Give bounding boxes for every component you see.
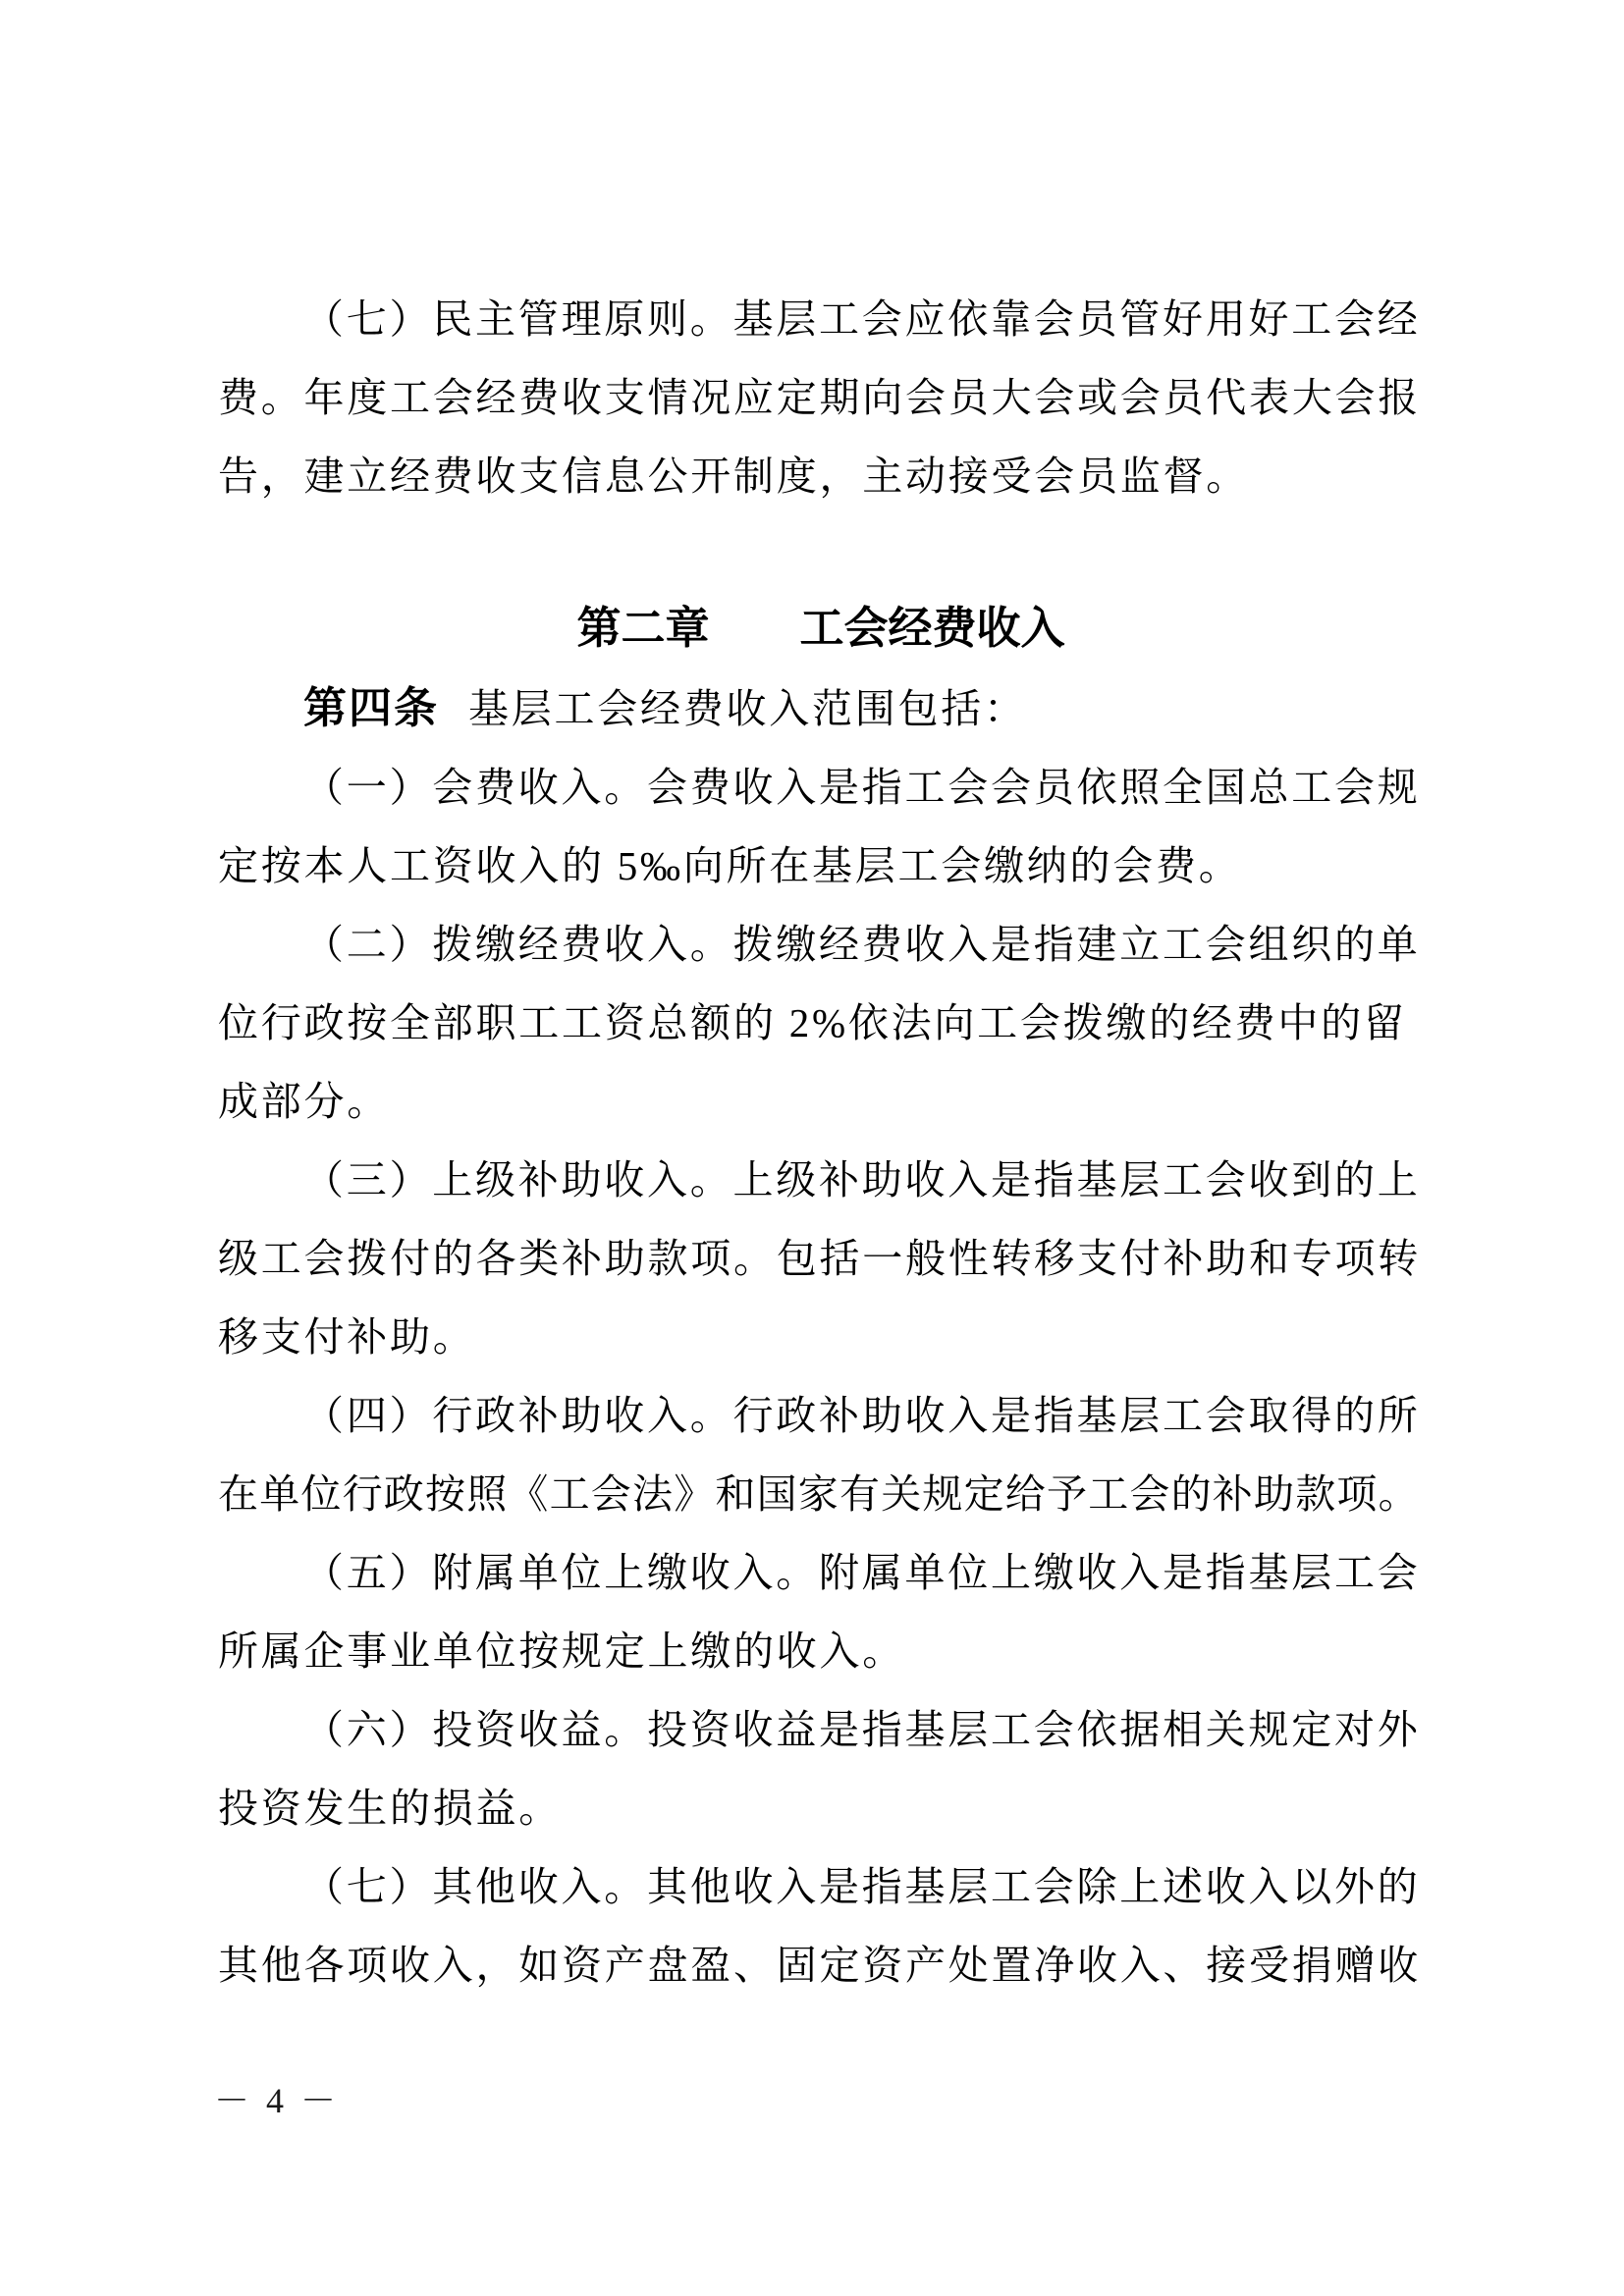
- clause-line: （六）投资收益。投资收益是指基层工会依据相关规定对外: [303, 1707, 1421, 1752]
- clause-line: 投资发生的损益。: [218, 1786, 562, 1831]
- clause-line: 成部分。: [218, 1079, 390, 1124]
- clause-line: 位行政按全部职工工资总额的 2%依法向工会拨缴的经费中的留: [218, 1000, 1407, 1045]
- clause-line: 其他各项收入，如资产盘盈、固定资产处置净收入、接受捐赠收: [218, 1943, 1421, 1988]
- clause-line: （三）上级补助收入。上级补助收入是指基层工会收到的上: [303, 1157, 1421, 1202]
- article-4-intro: 基层工会经费收入范围包括：: [468, 686, 1027, 731]
- clause-line: 在单位行政按照《工会法》和国家有关规定给予工会的补助款项。: [218, 1471, 1420, 1517]
- paragraph-line: （七）民主管理原则。基层工会应依靠会员管好用好工会经: [303, 296, 1421, 342]
- chapter-number: 第二章: [576, 603, 710, 653]
- page-number: － 4 －: [214, 2081, 341, 2120]
- chapter-heading: [218, 589, 1424, 667]
- paragraph-line: 费。年度工会经费收支情况应定期向会员大会或会员代表大会报: [218, 375, 1421, 420]
- article-4-label: 第四条: [303, 684, 439, 732]
- clause-line: 移支付补助。: [218, 1314, 476, 1360]
- document-body: [218, 280, 1424, 2004]
- clause-line: （五）附属单位上缴收入。附属单位上缴收入是指基层工会: [303, 1550, 1421, 1595]
- paragraph-line: 告，建立经费收支信息公开制度，主动接受会员监督。: [218, 454, 1249, 499]
- article-4-line: [218, 669, 1424, 748]
- clause-line: 级工会拨付的各类补助款项。包括一般性转移支付补助和专项转: [218, 1236, 1421, 1281]
- clause-line: （四）行政补助收入。行政补助收入是指基层工会取得的所: [303, 1393, 1421, 1438]
- clause-line: （一）会费收入。会费收入是指工会会员依照全国总工会规: [303, 765, 1421, 810]
- clause-line: 所属企事业单位按规定上缴的收入。: [218, 1629, 905, 1674]
- chapter-title: 工会经费收入: [799, 603, 1065, 653]
- clause-line: （二）拨缴经费收入。拨缴经费收入是指建立工会组织的单: [303, 922, 1421, 967]
- clause-line: 定按本人工资收入的 5‰向所在基层工会缴纳的会费。: [218, 843, 1242, 888]
- clause-line: （七）其他收入。其他收入是指基层工会除上述收入以外的: [303, 1864, 1421, 1909]
